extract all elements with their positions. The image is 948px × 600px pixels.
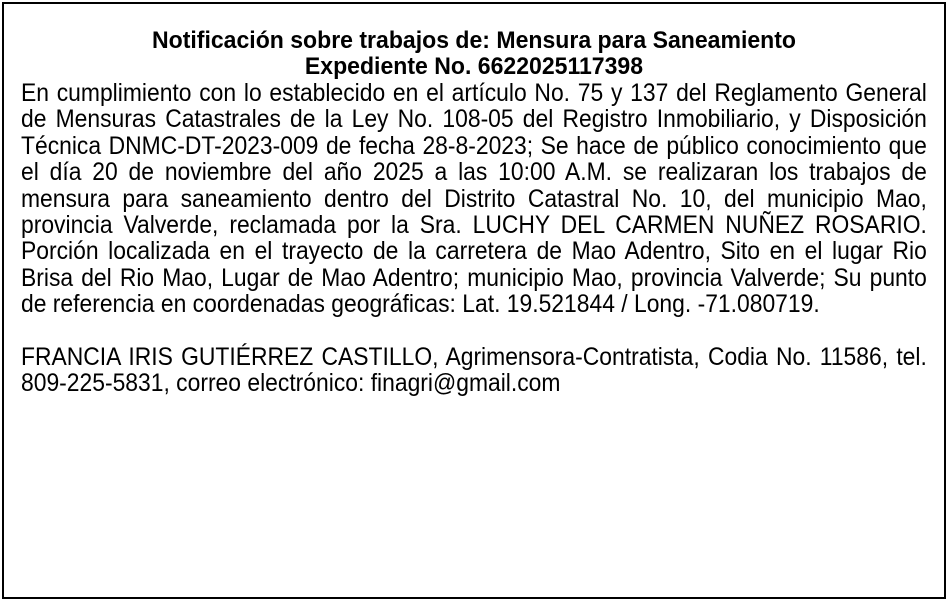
paragraph-spacer: [21, 318, 927, 344]
file-number: Expediente No. 6622025117398: [304, 53, 644, 80]
notice-body: [21, 80, 927, 396]
notice-title: Notificación sobre trabajos de: Mensura para Saneamiento: [151, 27, 797, 54]
notice-heading: [38, 28, 910, 80]
legal-notice: [2, 2, 946, 599]
surveyor-contact-paragraph: FRANCIA IRIS GUTIÉRREZ CASTILLO, Agrimensora-Contratista, Codia No. 11586, tel. 809-225-5831, correo electrónico: finagri@gmail.com: [21, 342, 927, 398]
notice-paragraph-main: En cumplimiento con lo establecido en el artículo No. 75 y 137 del Reglamento General de Mensuras Catastrales de la Ley No. 108-05 del Registro Inmobiliario, y Disposición Técnica DNMC-DT-2023-009 de fecha 28-8-2023; Se hace de público conocimiento que el día 20 de noviembre del año 2025 a las 10:00 A.M. se realizaran los trabajos de mensura para saneamiento dentro del Distrito Catastral No. 10, del municipio Mao, provincia Valverde, reclamada por la Sra. LUCHY DEL CARMEN NUÑEZ ROSARIO. Porción localizada en el trayecto de la carretera de Mao Adentro, Sito en el lugar Rio Brisa del Rio Mao, Lugar de Mao Adentro; municipio Mao, provincia Valverde; Su punto de referencia en coordenadas geográficas: Lat. 19.521844 / Long. -71.080719.: [21, 79, 927, 319]
